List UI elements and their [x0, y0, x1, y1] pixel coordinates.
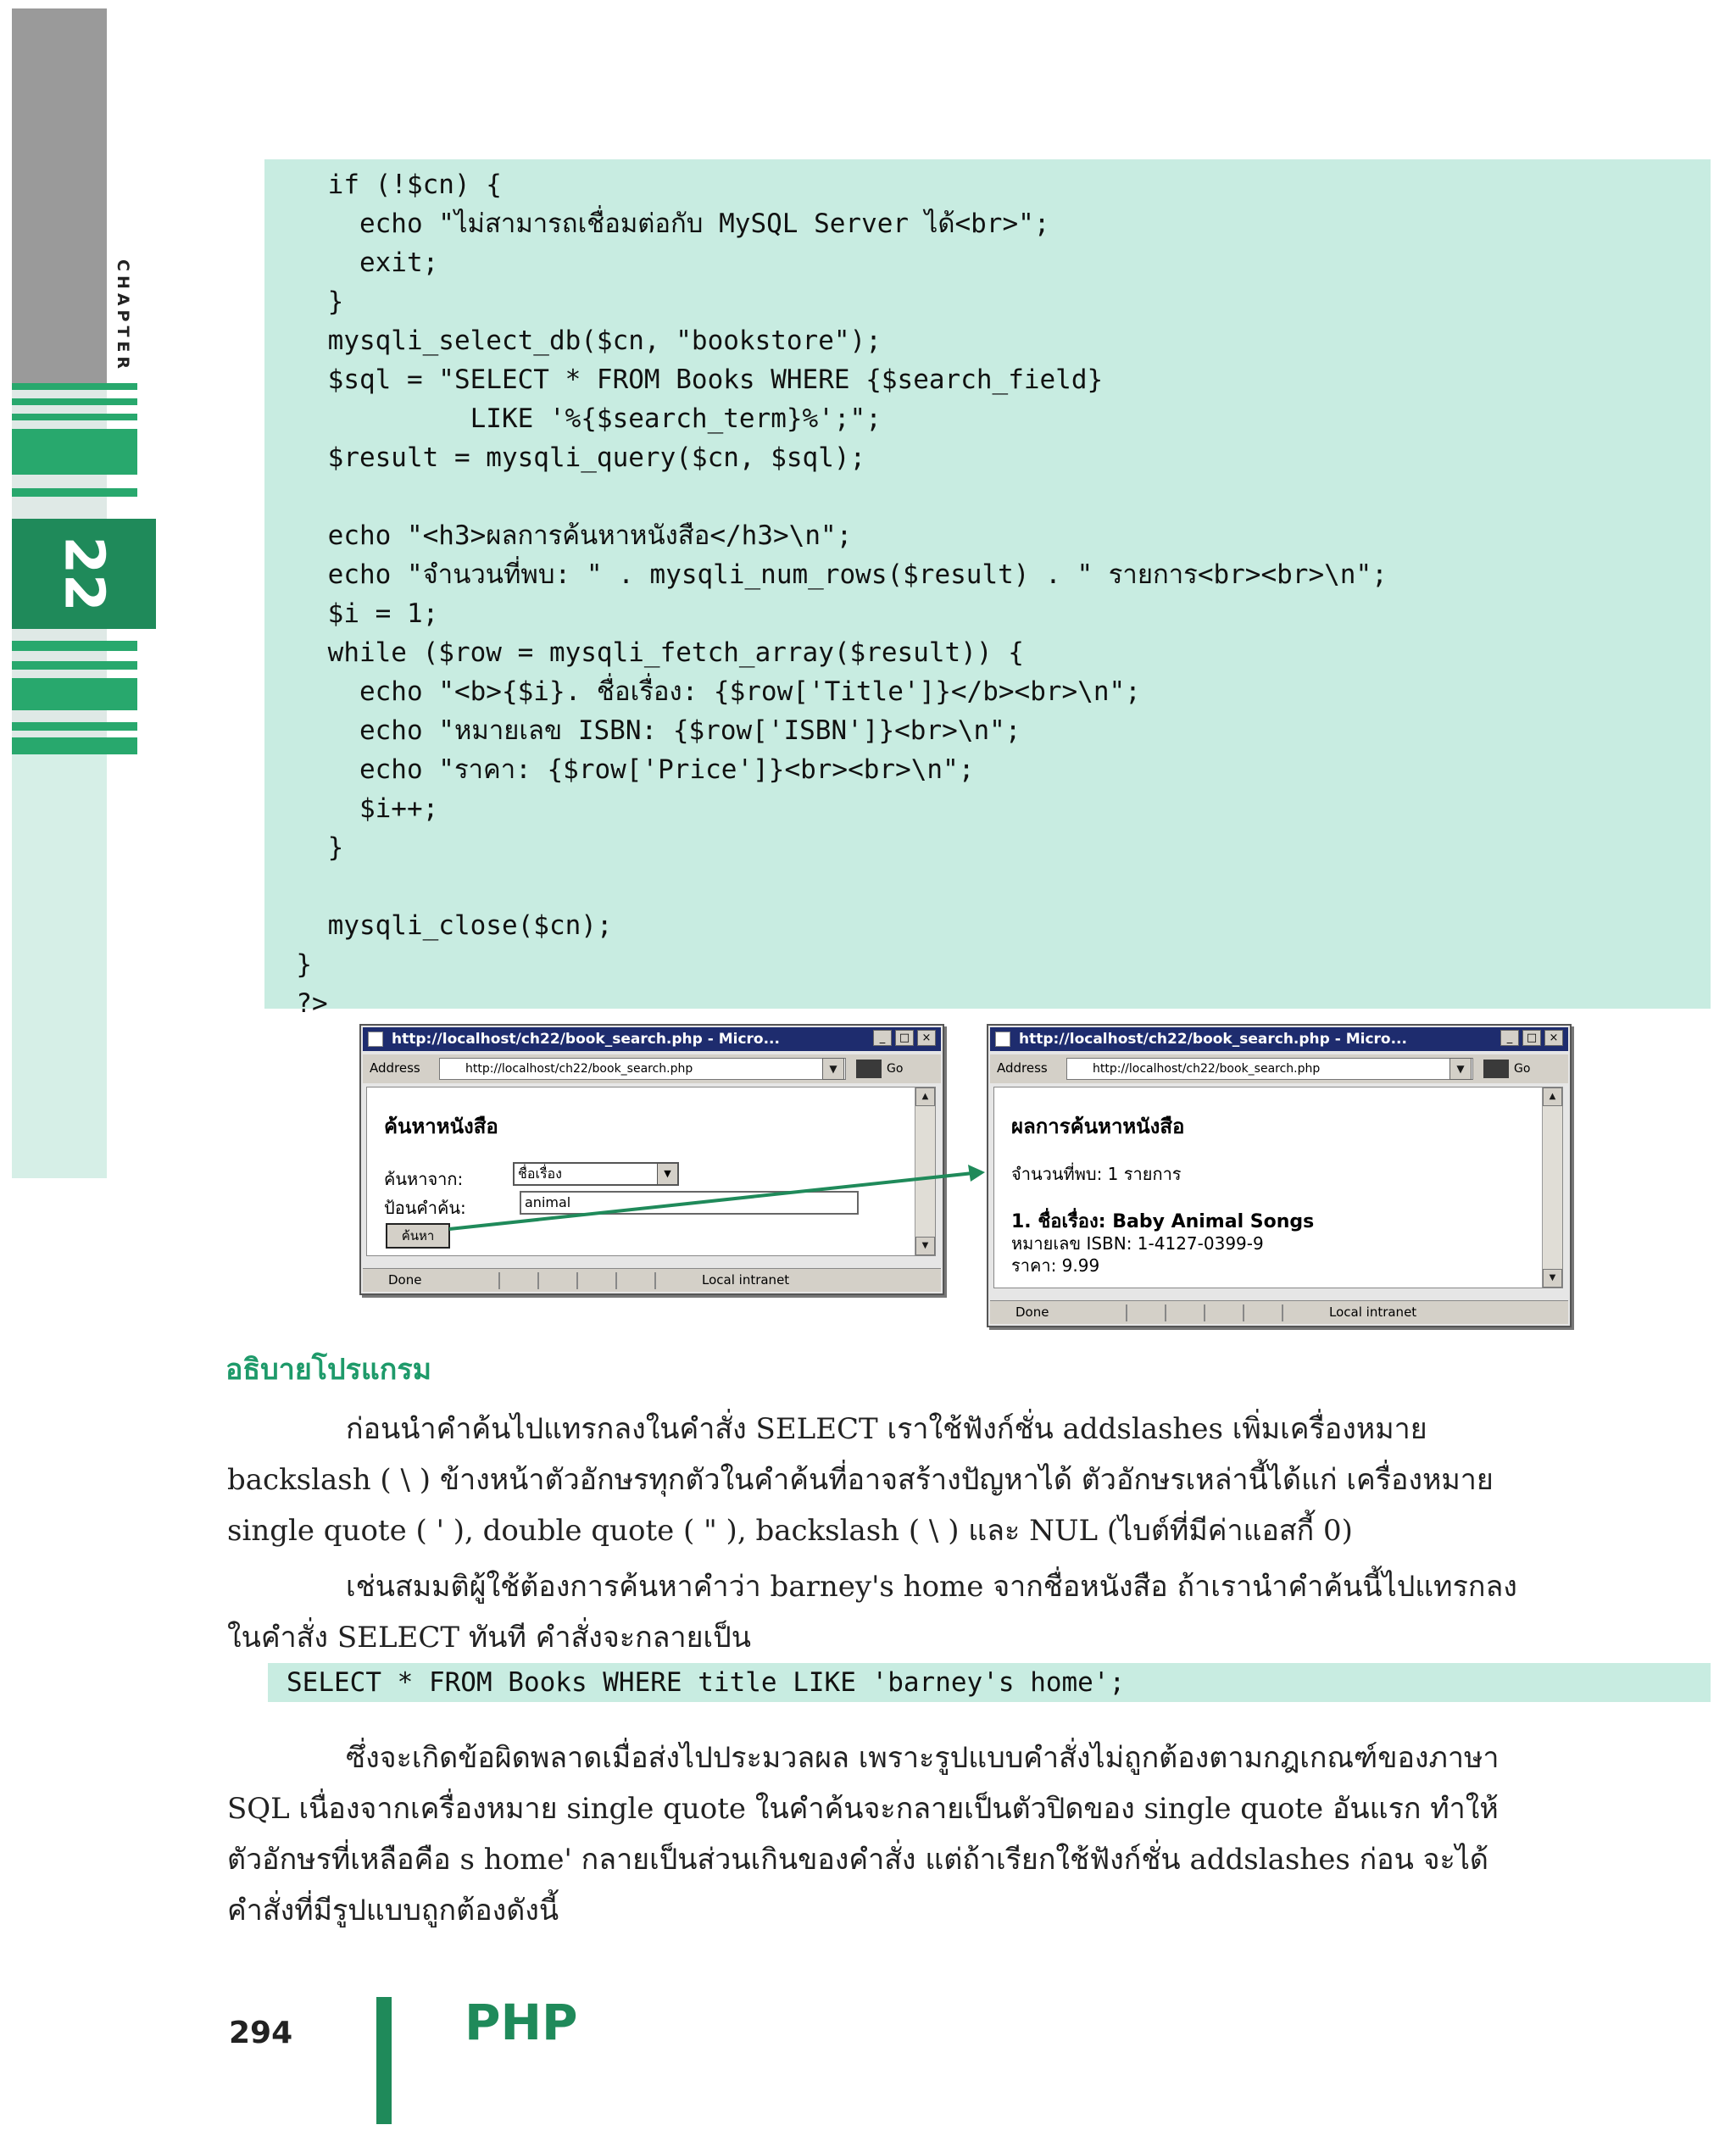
code-line: $i = 1; [264, 598, 439, 629]
window-title: http://localhost/ch22/book_search.php - Micro... [1019, 1031, 1407, 1048]
address-dropdown-icon[interactable]: ▼ [822, 1058, 844, 1080]
chapter-label: CHAPTER [114, 259, 132, 374]
status-zone: Local intranet [1329, 1304, 1417, 1320]
paragraph-line: ซึ่งจะเกิดข้อผิดพลาดเมื่อส่งไปประมวลผล เพราะรูปแบบคำสั่งไม่ถูกต้องตามกฎเกณฑ์ของภาษา [346, 1741, 1500, 1775]
paragraph-line: ก่อนนำคำค้นไปแทรกลงในคำสั่ง SELECT เราใช้ฟังก์ชั่น addslashes เพิ่มเครื่องหมาย [346, 1412, 1427, 1446]
scroll-down-icon[interactable]: ▼ [915, 1237, 935, 1255]
code-line: while ($row = mysqli_fetch_array($result)) { [264, 637, 1024, 668]
paragraph-line: เช่นสมมติผู้ใช้ต้องการค้นหาคำว่า barney's home จากชื่อหนังสือ ถ้าเรานำคำค้นนี้ไปแทรกลง [346, 1570, 1517, 1604]
result-title: 1. ชื่อเรื่อง: Baby Animal Songs [1011, 1211, 1315, 1232]
code-line: exit; [264, 248, 439, 278]
chevron-down-icon: ▼ [657, 1164, 677, 1184]
address-label: Address [997, 1060, 1048, 1076]
code-line: } [264, 832, 344, 863]
section-heading: อธิบายโปรแกรม [225, 1353, 432, 1387]
search-term-input[interactable]: animal [520, 1191, 859, 1215]
scroll-up-icon[interactable]: ▲ [915, 1087, 935, 1106]
paragraph-line: ในคำสั่ง SELECT ทันที คำสั่งจะกลายเป็น [227, 1621, 751, 1655]
code-line: if (!$cn) { [264, 170, 502, 200]
paragraph-1 [227, 1404, 1702, 1556]
address-label: Address [370, 1060, 420, 1076]
address-input[interactable]: http://localhost/ch22/book_search.php [1066, 1058, 1473, 1080]
footer-divider [376, 1997, 392, 2124]
result-isbn: หมายเลข ISBN: 1-4127-0399-9 [1011, 1233, 1264, 1254]
status-done: Done [1015, 1304, 1049, 1320]
scroll-up-icon[interactable]: ▲ [1543, 1087, 1562, 1106]
results-heading: ผลการค้นหาหนังสือ [1011, 1115, 1185, 1138]
code-line: echo "<h3>ผลการค้นหาหนังสือ</h3>\n"; [264, 520, 853, 551]
code-line: $result = mysqli_query($cn, $sql); [264, 442, 866, 473]
go-label: Go [1514, 1062, 1531, 1076]
paragraph-line: backslash ( \ ) ข้างหน้าตัวอักษรทุกตัวในคำค้นที่อาจสร้างปัญหาได้ ตัวอักษรเหล่านี้ได้แก่ เครื่องหมาย [227, 1463, 1494, 1497]
paragraph-3 [227, 1733, 1702, 1936]
minimize-icon[interactable]: _ [1500, 1030, 1519, 1046]
book-title: PHP [465, 1994, 578, 2051]
results-count: จำนวนที่พบ: 1 รายการ [1011, 1164, 1182, 1184]
search-field-value: ชื่อเรื่อง [518, 1165, 562, 1182]
code-line: } [264, 286, 344, 317]
code-line: $sql = "SELECT * FROM Books WHERE {$search_field} [264, 364, 1104, 395]
result-price: ราคา: 9.99 [1011, 1255, 1100, 1276]
minimize-icon[interactable]: _ [873, 1030, 892, 1046]
code-line: } [264, 949, 312, 980]
scroll-down-icon[interactable]: ▼ [1543, 1269, 1562, 1288]
code-line: echo "ไม่สามารถเชื่อมต่อกับ MySQL Server ได้<br>"; [264, 209, 1050, 239]
status-zone: Local intranet [702, 1272, 790, 1288]
maximize-icon[interactable]: □ [1522, 1030, 1541, 1046]
close-icon[interactable]: × [1544, 1030, 1563, 1046]
chapter-number: 22 [53, 536, 115, 612]
go-label: Go [887, 1062, 904, 1076]
close-icon[interactable]: × [917, 1030, 936, 1046]
status-done: Done [388, 1272, 422, 1288]
page-number: 294 [229, 2016, 293, 2050]
paragraph-line: SQL เนื่องจากเครื่องหมาย single quote ในคำค้นจะกลายเป็นตัวปิดของ single quote อันแรก ทำให้ [227, 1792, 1499, 1826]
code-line: ?> [264, 988, 328, 1019]
paragraph-2 [227, 1561, 1702, 1663]
address-dropdown-icon[interactable]: ▼ [1449, 1058, 1472, 1080]
code-line: echo "ราคา: {$row['Price']}<br><br>\n"; [264, 754, 975, 785]
code-line: $i++; [264, 793, 439, 824]
search-from-label: ค้นหาจาก: [384, 1169, 464, 1189]
paragraph-line: ตัวอักษรที่เหลือคือ s home' กลายเป็นส่วนเกินของคำสั่ง แต่ถ้าเรียกใช้ฟังก์ชั่น addslashes ก่อน จะได้ [227, 1843, 1488, 1877]
code-line: mysqli_select_db($cn, "bookstore"); [264, 325, 882, 356]
paragraph-line: single quote ( ' ), double quote ( " ), backslash ( \ ) และ NUL (ไบต์ที่มีค่าแอสกี้ 0) [227, 1514, 1353, 1548]
window-title: http://localhost/ch22/book_search.php - Micro... [392, 1031, 780, 1048]
term-label: ป้อนคำค้น: [384, 1198, 466, 1218]
address-input[interactable]: http://localhost/ch22/book_search.php [439, 1058, 846, 1080]
arrow-head-icon [968, 1165, 985, 1182]
code-line: echo "จำนวนที่พบ: " . mysqli_num_rows($result) . " รายการ<br><br>\n"; [264, 559, 1388, 590]
search-heading: ค้นหาหนังสือ [384, 1115, 498, 1138]
code-line: LIKE '%{$search_term}%';"; [264, 403, 882, 434]
code-example: SELECT * FROM Books WHERE title LIKE 'barney's home'; [268, 1663, 1711, 1702]
code-line: echo "<b>{$i}. ชื่อเรื่อง: {$row['Title']}</b><br>\n"; [264, 676, 1141, 707]
code-line: echo "หมายเลข ISBN: {$row['ISBN']}<br>\n"; [264, 715, 1021, 746]
maximize-icon[interactable]: □ [895, 1030, 914, 1046]
search-button[interactable]: ค้นหา [386, 1223, 450, 1249]
paragraph-line: คำสั่งที่มีรูปแบบถูกต้องดังนี้ [227, 1894, 559, 1927]
code-line: mysqli_close($cn); [264, 910, 613, 941]
flow-arrow-line [449, 1173, 973, 1229]
